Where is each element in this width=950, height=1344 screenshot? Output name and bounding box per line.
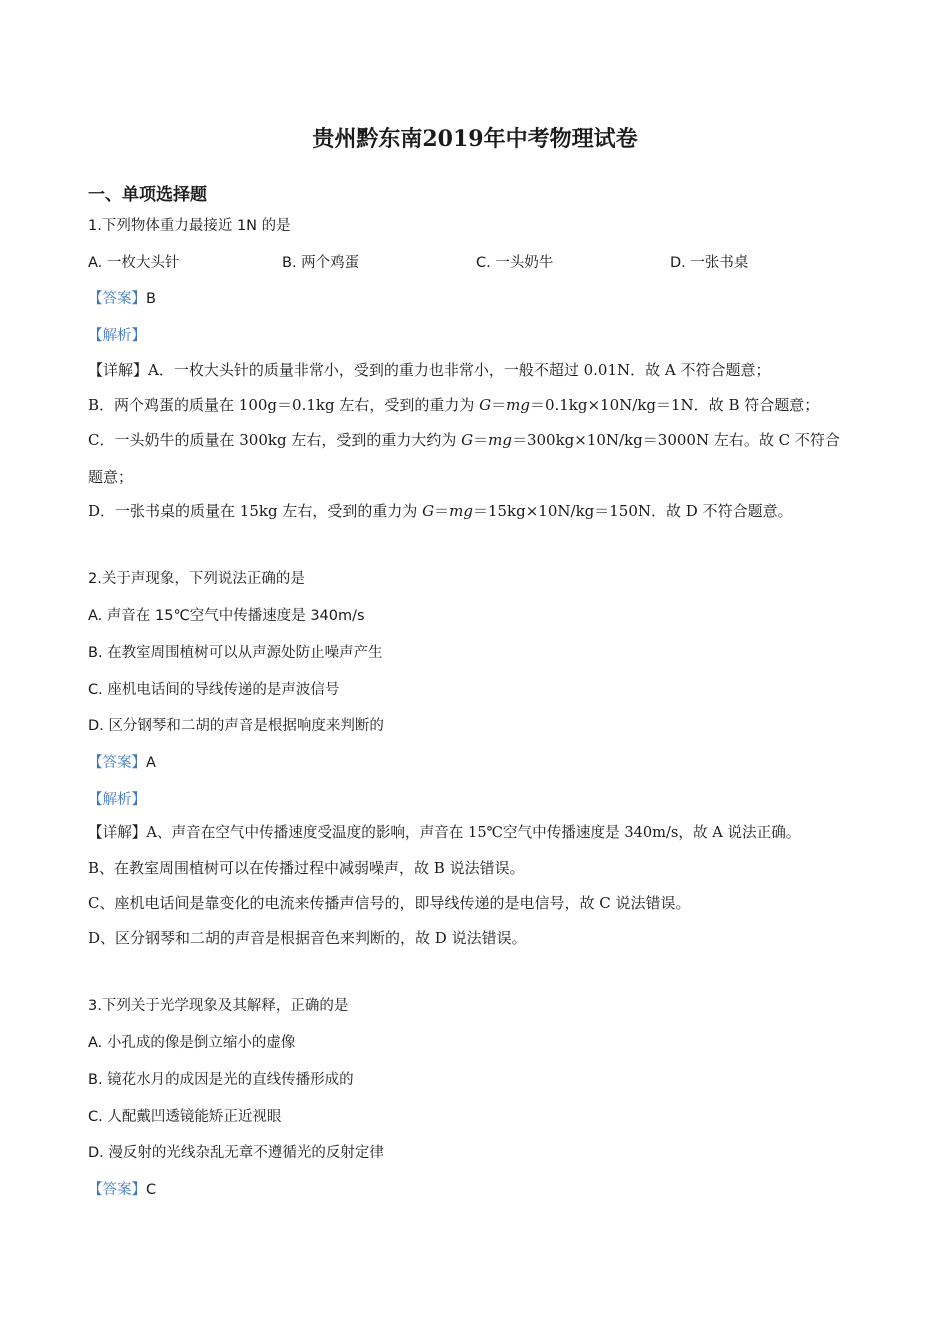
q2-analysis-tag: 【解析】 <box>88 792 146 808</box>
question-1-stem: 1.下列物体重力最接近 1N 的是 <box>88 218 291 234</box>
detail-text: ＝15kg×10N/kg＝150N．故 D 不符合题意。 <box>472 502 793 520</box>
q1-detail-line-4 <box>88 500 793 522</box>
q1-option-a: A. 一枚大头针 <box>88 255 180 271</box>
q3-option-b: B. 镜花水月的成因是光的直线传播形成的 <box>88 1072 354 1088</box>
formula-eq: ＝ <box>473 431 489 449</box>
formula-var: G <box>479 396 492 414</box>
detail-text: ＝0.1kg×10N/kg＝1N．故 B 符合题意； <box>529 396 820 414</box>
q1-option-c: C. 一头奶牛 <box>476 255 554 271</box>
q1-option-d: D. 一张书桌 <box>670 255 749 271</box>
q2-option-c: C. 座机电话间的导线传递的是声波信号 <box>88 682 340 698</box>
detail-tag: 【详解】 <box>88 824 147 841</box>
detail-text: ＝300kg×10N/kg＝3000N 左右。故 C 不符合 <box>511 431 840 449</box>
q2-detail-line-2: B、在教室周围植树可以在传播过程中减弱噪声，故 B 说法错误。 <box>88 859 525 877</box>
q1-detail-line-3 <box>88 429 840 451</box>
q3-option-c: C. 人配戴凹透镜能矫正近视眼 <box>88 1109 282 1125</box>
detail-text: A、声音在空气中传播速度受温度的影响，声音在 15℃空气中传播速度是 340m/s，故 A 说法正确。 <box>146 824 801 841</box>
q1-detail-line-2 <box>88 394 819 416</box>
formula-eq: ＝ <box>491 396 507 414</box>
q2-option-b: B. 在教室周围植树可以从声源处防止噪声产生 <box>88 645 383 661</box>
q3-option-a: A. 小孔成的像是倒立缩小的虚像 <box>88 1035 296 1051</box>
q2-detail-line-1 <box>88 822 800 844</box>
q1-answer <box>88 288 156 310</box>
detail-text: B．两个鸡蛋的质量在 100g＝0.1kg 左右，受到的重力为 <box>88 396 480 414</box>
q1-analysis-tag: 【解析】 <box>88 328 146 344</box>
q2-answer <box>88 752 156 774</box>
formula-eq: ＝ <box>434 502 450 520</box>
answer-tag: 【答案】 <box>88 755 146 771</box>
formula-var: G <box>461 431 474 449</box>
page-title: 贵州黔东南2019年中考物理试卷 <box>312 126 638 152</box>
q2-detail-line-4: D、区分钢琴和二胡的声音是根据音色来判断的，故 D 说法错误。 <box>88 929 527 947</box>
answer-tag: 【答案】 <box>88 1182 146 1198</box>
q1-option-b: B. 两个鸡蛋 <box>282 255 360 271</box>
q2-option-a: A. 声音在 15℃空气中传播速度是 340m/s <box>88 608 365 624</box>
answer-value: A <box>146 755 156 771</box>
answer-tag: 【答案】 <box>88 291 146 307</box>
q2-option-d: D. 区分钢琴和二胡的声音是根据响度来判断的 <box>88 718 384 734</box>
detail-text: D．一张书桌的质量在 15kg 左右，受到的重力为 <box>88 502 423 520</box>
q3-answer <box>88 1179 156 1201</box>
answer-value: B <box>146 291 156 307</box>
detail-tag: 【详解】 <box>88 361 149 379</box>
section-heading: 一、单项选择题 <box>88 185 207 205</box>
q2-detail-line-3: C、座机电话间是靠变化的电流来传播声信号的，即导线传递的是电信号，故 C 说法错误。 <box>88 894 691 912</box>
formula-var: G <box>422 502 435 520</box>
detail-text: A．一枚大头针的质量非常小，受到的重力也非常小，一般不超过 0.01N．故 A 不符合题意； <box>148 361 771 379</box>
question-2-stem: 2.关于声现象，下列说法正确的是 <box>88 571 305 587</box>
answer-value: C <box>146 1182 157 1198</box>
q3-option-d: D. 漫反射的光线杂乱无章不遵循光的反射定律 <box>88 1145 384 1161</box>
detail-text: C．一头奶牛的质量在 300kg 左右，受到的重力大约为 <box>88 431 462 449</box>
question-3-stem: 3.下列关于光学现象及其解释，正确的是 <box>88 998 349 1014</box>
q1-detail-line-3-cont: 题意； <box>88 468 134 486</box>
formula-var: mg <box>506 396 530 414</box>
q1-detail-line-1 <box>88 359 771 381</box>
formula-var: mg <box>488 431 512 449</box>
formula-var: mg <box>449 502 473 520</box>
